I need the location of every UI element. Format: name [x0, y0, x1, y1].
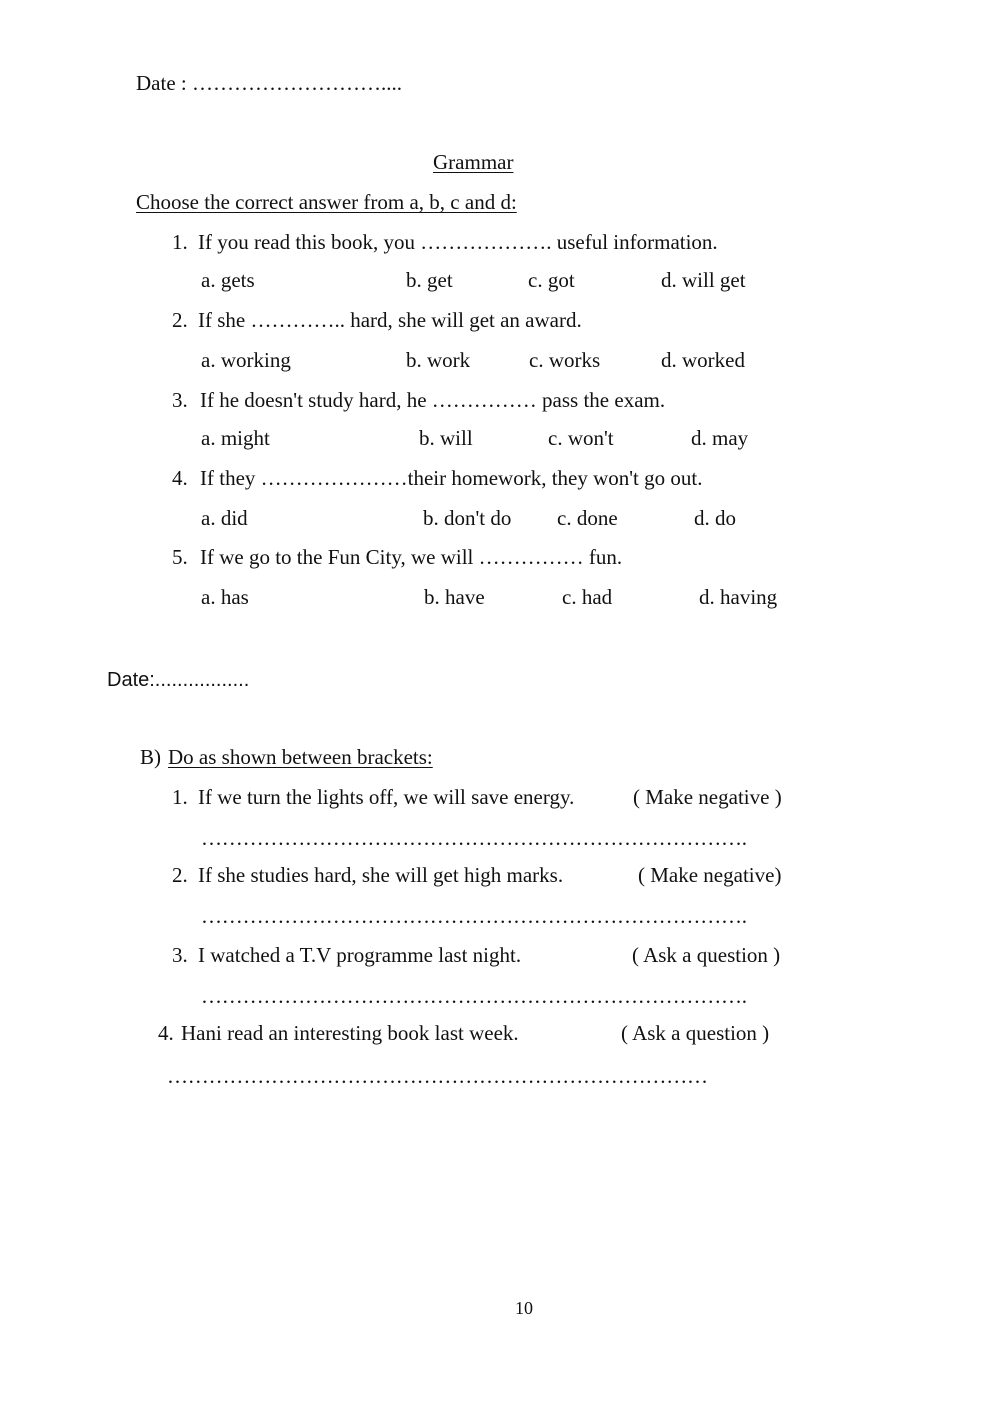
option-b: b. have — [424, 585, 485, 609]
question-number: 4. — [172, 466, 188, 490]
item-text: Hani read an interesting book last week. — [181, 1021, 519, 1045]
answer-line: …………………………………………………………………… — [167, 1064, 708, 1088]
option-a: a. has — [201, 585, 249, 609]
option-c: c. had — [562, 585, 613, 609]
option-c: c. works — [529, 348, 601, 372]
option-b: b. get — [406, 268, 453, 292]
item-text: If we turn the lights off, we will save energy. — [198, 785, 575, 809]
item-number: 3. — [172, 943, 188, 967]
option-a: a. did — [201, 506, 248, 530]
second-date-line: Date:................. — [107, 669, 250, 691]
question-number: 2. — [172, 308, 188, 332]
question-text: If you read this book, you ………………. useful information. — [198, 230, 718, 254]
part-a-instruction: Choose the correct answer from a, b, c and d: — [136, 190, 517, 214]
item-number: 1. — [172, 785, 188, 809]
answer-line: ……………………………………………………………………. — [201, 984, 747, 1008]
answer-line: ……………………………………………………………………. — [201, 904, 747, 928]
item-number: 4. — [158, 1021, 174, 1045]
item-task: ( Ask a question ) — [621, 1021, 770, 1045]
item-text: I watched a T.V programme last night. — [198, 943, 522, 967]
question-number: 3. — [172, 388, 188, 412]
section-title: Grammar — [433, 150, 514, 174]
question-text: If he doesn't study hard, he …………… pass the exam. — [200, 388, 666, 412]
option-d: d. having — [699, 585, 778, 609]
answer-line: ……………………………………………………………………. — [201, 826, 747, 850]
item-number: 2. — [172, 863, 188, 887]
question-text: If they …………………their homework, they won't go out. — [200, 466, 703, 490]
part-b-instruction: Do as shown between brackets: — [168, 745, 433, 769]
question-number: 1. — [172, 230, 188, 254]
option-c: c. got — [528, 268, 575, 292]
option-d: d. will get — [661, 268, 746, 292]
question-text: If she ………….. hard, she will get an award. — [198, 308, 582, 332]
option-b: b. work — [406, 348, 471, 372]
option-d: d. worked — [661, 348, 745, 372]
option-c: c. done — [557, 506, 618, 530]
option-d: d. do — [694, 506, 736, 530]
item-text: If she studies hard, she will get high marks. — [198, 863, 564, 887]
option-a: a. gets — [201, 268, 255, 292]
option-c: c. won't — [548, 426, 614, 450]
question-text: If we go to the Fun City, we will …………… fun. — [200, 545, 623, 569]
option-d: d. may — [691, 426, 749, 450]
option-b: b. don't do — [423, 506, 512, 530]
item-task: ( Make negative ) — [633, 785, 782, 809]
item-task: ( Make negative) — [638, 863, 782, 887]
option-a: a. working — [201, 348, 291, 372]
page-number: 10 — [515, 1298, 533, 1318]
date-line: Date : ……………………….... — [136, 71, 402, 95]
part-b-prefix: B) — [140, 745, 161, 769]
question-number: 5. — [172, 545, 188, 569]
option-a: a. might — [201, 426, 270, 450]
option-b: b. will — [419, 426, 473, 450]
item-task: ( Ask a question ) — [632, 943, 781, 967]
